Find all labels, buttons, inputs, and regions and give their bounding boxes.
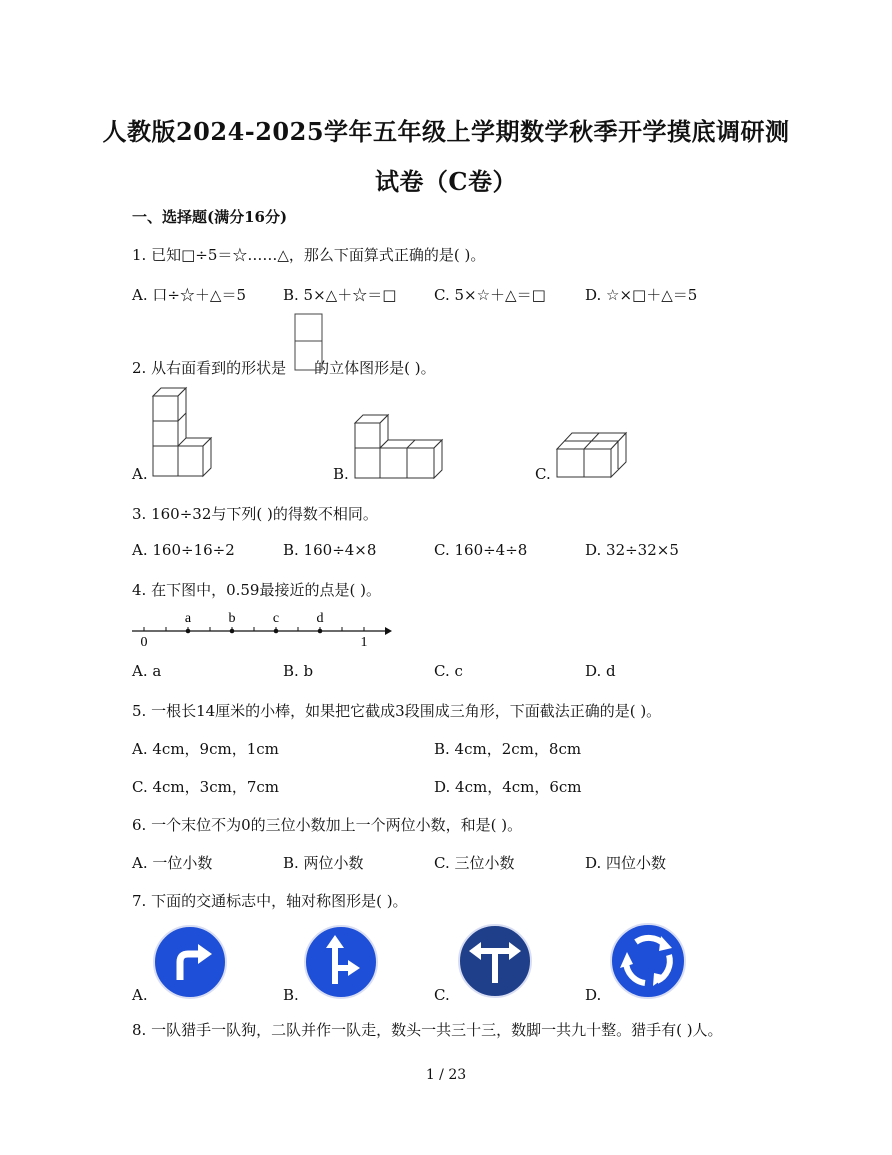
q7-option-a: A.: [132, 986, 148, 1004]
q5-option-a: A. 4cm，9cm，1cm: [132, 740, 279, 758]
label-a: a: [184, 611, 192, 626]
q2-option-a: A.: [132, 465, 148, 483]
q4-option-d: D. d: [585, 662, 616, 680]
q5-option-d: D. 4cm，4cm，6cm: [434, 778, 582, 796]
q4-option-c: C. c: [434, 662, 463, 680]
q6-option-c: C. 三位小数: [434, 854, 515, 872]
q1-option-d: D. ☆×□＋△＝5: [585, 286, 698, 304]
page-title-line1: 人教版2024-2025学年五年级上学期数学秋季开学摸底调研测: [102, 117, 790, 146]
left-or-right-sign-icon: [457, 923, 533, 999]
q2-figure-a-cubes: [150, 386, 220, 480]
q4-option-a: A. a: [132, 662, 162, 680]
point-a: [186, 629, 191, 634]
q2-text-before: 2. 从右面看到的形状是: [132, 359, 287, 377]
q2-figure-c-cubes: [554, 430, 630, 480]
q3-option-a: A. 160÷16÷2: [132, 541, 235, 559]
question-7: 7. 下面的交通标志中，轴对称图形是( )。: [132, 892, 408, 910]
label-c: c: [272, 611, 280, 626]
page-title-line2: 试卷（C卷）: [374, 167, 518, 196]
q4-option-b: B. b: [283, 662, 314, 680]
q6-option-b: B. 两位小数: [283, 854, 364, 872]
number-line: [130, 608, 395, 650]
q3-option-c: C. 160÷4÷8: [434, 541, 528, 559]
q6-option-a: A. 一位小数: [132, 854, 213, 872]
q5-option-c: C. 4cm，3cm，7cm: [132, 778, 279, 796]
label-d: d: [316, 611, 324, 626]
q1-option-a: A. 口÷☆＋△＝5: [132, 286, 247, 304]
label-one: 1: [360, 635, 368, 650]
q2-option-b: B.: [333, 465, 349, 483]
label-zero: 0: [140, 635, 148, 650]
question-2: [132, 357, 436, 378]
q5-option-b: B. 4cm，2cm，8cm: [434, 740, 582, 758]
roundabout-sign-icon: [609, 922, 687, 1000]
page-number: 1 / 23: [425, 1067, 467, 1083]
q3-option-d: D. 32÷32×5: [585, 541, 679, 559]
q2-text-after: 的立体图形是( )。: [314, 359, 436, 377]
q7-option-c: C.: [434, 986, 450, 1004]
question-3: 3. 160÷32与下列( )的得数不相同。: [132, 505, 378, 523]
q7-option-d: D.: [585, 986, 602, 1004]
q2-figure-b-cubes: [352, 413, 448, 480]
q7-option-b: B.: [283, 986, 299, 1004]
turn-right-sign-icon: [152, 924, 228, 1000]
question-4: 4. 在下图中，0.59最接近的点是( )。: [132, 581, 381, 599]
q2-option-c: C.: [535, 465, 551, 483]
q6-option-d: D. 四位小数: [585, 854, 667, 872]
section-heading: 一、选择题(满分16分): [132, 208, 288, 226]
straight-or-right-sign-icon: [303, 924, 379, 1000]
q1-option-b: B. 5×△＋☆＝□: [283, 286, 397, 304]
point-b: [230, 629, 235, 634]
question-8: 8. 一队猎手一队狗，二队并作一队走，数头一共三十三，数脚一共九十整。猎手有( )人。: [132, 1021, 723, 1039]
q3-option-b: B. 160÷4×8: [283, 541, 377, 559]
question-5: 5. 一根长14厘米的小棒，如果把它截成3段围成三角形，下面截法正确的是( )。: [132, 702, 662, 720]
side-view-figure: [294, 313, 324, 373]
label-b: b: [228, 611, 236, 626]
point-c: [274, 629, 279, 634]
question-1: 1. 已知□÷5＝☆……△，那么下面算式正确的是( )。: [132, 246, 486, 264]
point-d: [318, 629, 323, 634]
question-6: 6. 一个末位不为0的三位小数加上一个两位小数，和是( )。: [132, 816, 523, 834]
q1-option-c: C. 5×☆＋△＝□: [434, 286, 546, 304]
